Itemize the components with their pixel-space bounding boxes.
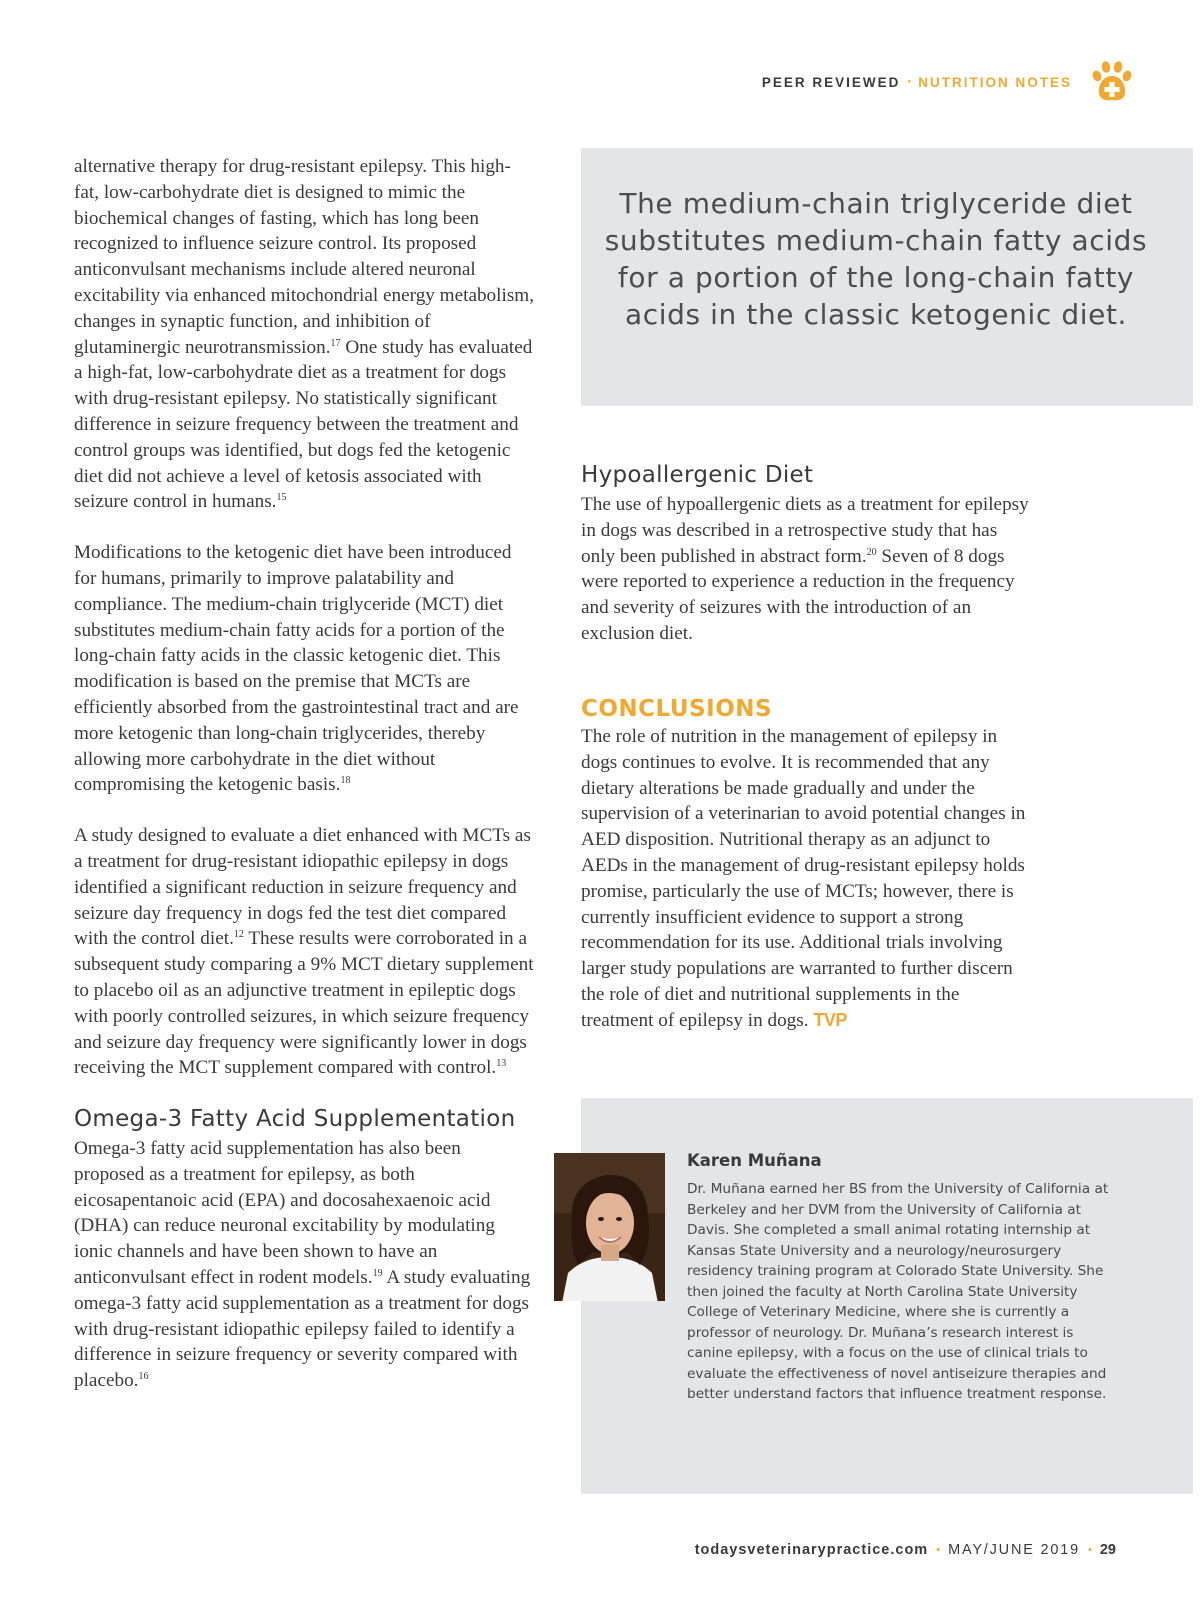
header-separator: • [907, 76, 912, 88]
footer-website: todaysveterinarypractice.com [694, 1542, 929, 1558]
pull-quote-box [581, 148, 1193, 406]
author-portrait-image [554, 1153, 665, 1301]
author-photo [554, 1153, 665, 1301]
omega-3-heading: Omega-3 Fatty Acid Supplementation [74, 1106, 516, 1133]
citation-12: 12 [233, 929, 244, 941]
citation-13: 13 [496, 1058, 507, 1070]
peer-reviewed-label: PEER REVIEWED [761, 74, 901, 90]
citation-19: 19 [372, 1268, 383, 1280]
paragraph-hypoallergenic: The use of hypoallergenic diets as a treatment for epilepsy in dogs was described in a retrospective study that has only been published in abstract form.$^{20}$ Seven of 8 dogs were reported to experience a reduction in the frequency and severity of seizures with the introduction of an exclusion diet. [581, 494, 1029, 644]
paw-plus-icon [1088, 59, 1136, 105]
author-bio-text: Dr. Muñana earned her BS from the University of California at Berkeley and her DVM from the University of California at Davis. She completed a small animal rotating internship at Kansas State University and a neurology/neurosurgery residency training program at Colorado State University. She then joined the faculty at North Carolina State University College of Veterinary Medicine, where she is currently a professor of neurology. Dr. Muñana’s research interest is canine epilepsy, with a focus on the use of clinical trials to evaluate the effectiveness of novel antiseizure therapies and better understand factors that influence treatment response. [687, 1181, 1109, 1402]
author-name: Karen Muñana [687, 1151, 822, 1170]
citation-15: 15 [276, 492, 287, 504]
footer-separator: • [1088, 1544, 1092, 1556]
footer-issue-date: MAY/JUNE 2019 [948, 1542, 1080, 1558]
tvp-end-mark: TVP [813, 1009, 847, 1030]
citation-20: 20 [866, 546, 877, 558]
right-column-conclusions [581, 696, 1036, 1059]
section-label: NUTRITION NOTES [918, 74, 1072, 90]
paragraph-mct-study: A study designed to evaluate a diet enhanced with MCTs as a treatment for drug-resistant idiopathic epilepsy in dogs identified a significant reduction in seizure frequency and seizure day frequency in dogs fed the test diet compared with the control diet.$^{12}$ These results were corroborated in a subsequent study comparing a 9% MCT dietary supplement to placebo oil as an adjunctive treatment in epileptic dogs with poorly controlled seizures, in which seizure frequency and seizure day frequency were significantly lower in dogs receiving the MCT supplement compared with control.$^{13}$ [74, 825, 534, 1079]
citation-18: 18 [340, 775, 351, 787]
page-footer [695, 1542, 1116, 1558]
citation-16: 16 [138, 1371, 149, 1383]
pull-quote-text: The medium-chain triglyceride diet substitutes medium-chain fatty acids for a portion of the long-chain fatty acids in the classic ketogenic diet. [604, 187, 1148, 331]
right-column-hypoallergenic [581, 462, 1036, 672]
conclusions-heading: CONCLUSIONS [581, 696, 773, 722]
paragraph-mct-modification: Modifications to the ketogenic diet have been introduced for humans, primarily to improve palatability and compliance. The medium-chain triglyceride (MCT) diet substitutes medium-chain fatty acids for a portion of the long-chain fatty acids in the classic ketogenic diet. This modification is based on the premise that MCTs are efficiently absorbed from the gastrointestinal tract and are more ketogenic than long-chain triglycerides, thereby allowing more carbohydrate in the diet without compromising the ketogenic basis.$^{18}$ [74, 542, 519, 796]
hypoallergenic-heading: Hypoallergenic Diet [581, 462, 814, 488]
citation-17: 17 [330, 337, 341, 349]
paragraph-conclusions: The role of nutrition in the management of epilepsy in dogs continues to evolve. It is recommended that any dietary alterations be made gradually and under the supervision of a veterinarian to avoid potential changes in AED disposition. Nutritional therapy as an adjunct to AEDs in the management of drug-resistant epilepsy holds promise, particularly the use of MCTs; however, there is currently insufficient evidence to support a strong recommendation for its use. Additional trials involving larger study populations are warranted to further discern the role of diet and nutritional supplements in the treatment of epilepsy in dogs. TVP [581, 726, 1026, 1031]
footer-separator: • [936, 1544, 941, 1556]
left-column [74, 154, 534, 1419]
page-header [762, 62, 1136, 102]
page-number: 29 [1099, 1542, 1116, 1558]
paragraph-omega-3: Omega-3 fatty acid supplementation has also been proposed as a treatment for epilepsy, as both eicosapentanoic acid (EPA) and docosahexaenoic acid (DHA) can reduce neuronal excitability by modulating ionic channels and have been shown to have an anticonvulsant effect in rodent models.$^{19}$ A study evaluating omega-3 fatty acid supplementation as a treatment for dogs with drug-resistant idiopathic epilepsy failed to identify a difference in seizure frequency or severity compared with placebo.$^{16}$ [74, 1138, 531, 1392]
paragraph-ketogenic: alternative therapy for drug-resistant epilepsy. This high-fat, low-carbohydrate diet is designed to mimic the biochemical changes of fasting, which has long been recognized to influence seizure control. Its proposed anticonvulsant mechanisms include altered neuronal excitability via enhanced mitochondrial energy metabolism, changes in synaptic function, and inhibition of glutaminergic neurotransmission.$^{17}$ One study has evaluated a high-fat, low-carbohydrate diet as a treatment for dogs with drug-resistant epilepsy. No statistically significant difference in seizure frequency between the treatment and control groups was identified, but dogs fed the ketogenic diet did not achieve a level of ketosis associated with seizure control in humans.$^{15}$ [74, 156, 535, 513]
